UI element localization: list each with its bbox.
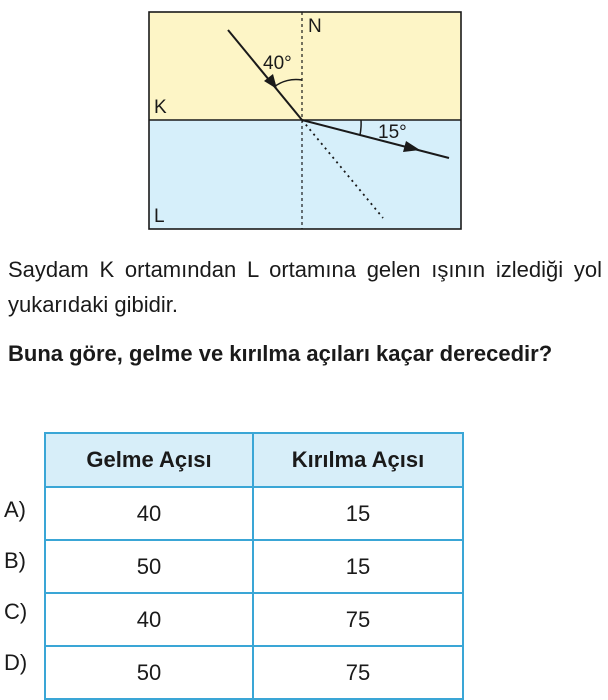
option-label-a[interactable]: A) bbox=[4, 497, 26, 522]
medium-l-region bbox=[149, 120, 461, 229]
cell-incidence: 50 bbox=[45, 540, 253, 593]
cell-refraction: 15 bbox=[253, 540, 463, 593]
question-prompt: Buna göre, gelme ve kırılma açıları kaçar derecedir? bbox=[8, 341, 553, 366]
cell-refraction: 75 bbox=[253, 593, 463, 646]
label-l: L bbox=[154, 206, 165, 227]
option-label-c[interactable]: C) bbox=[4, 599, 28, 624]
refraction-angle-label: 15° bbox=[378, 122, 407, 143]
answer-table bbox=[44, 432, 464, 700]
incidence-angle-label: 40° bbox=[263, 53, 292, 74]
label-n: N bbox=[308, 16, 322, 37]
table-row[interactable] bbox=[45, 487, 463, 540]
table-row[interactable] bbox=[45, 540, 463, 593]
cell-incidence: 40 bbox=[45, 487, 253, 540]
table-row[interactable] bbox=[45, 646, 463, 699]
cell-incidence: 50 bbox=[45, 646, 253, 699]
cell-refraction: 15 bbox=[253, 487, 463, 540]
option-label-d[interactable]: D) bbox=[4, 650, 28, 675]
label-k: K bbox=[154, 97, 167, 118]
table-row[interactable] bbox=[45, 593, 463, 646]
table-header-row bbox=[45, 433, 463, 487]
header-incidence-angle: Gelme Açısı bbox=[45, 433, 253, 487]
cell-refraction: 75 bbox=[253, 646, 463, 699]
header-refraction-angle: Kırılma Açısı bbox=[253, 433, 463, 487]
question-text: Saydam K ortamından L ortamına gelen ışının izlediği yol yukarıdaki gibidir. bbox=[8, 257, 602, 317]
cell-incidence: 40 bbox=[45, 593, 253, 646]
refraction-diagram bbox=[0, 0, 608, 240]
option-label-b[interactable]: B) bbox=[4, 548, 26, 573]
medium-k-region bbox=[149, 12, 461, 120]
